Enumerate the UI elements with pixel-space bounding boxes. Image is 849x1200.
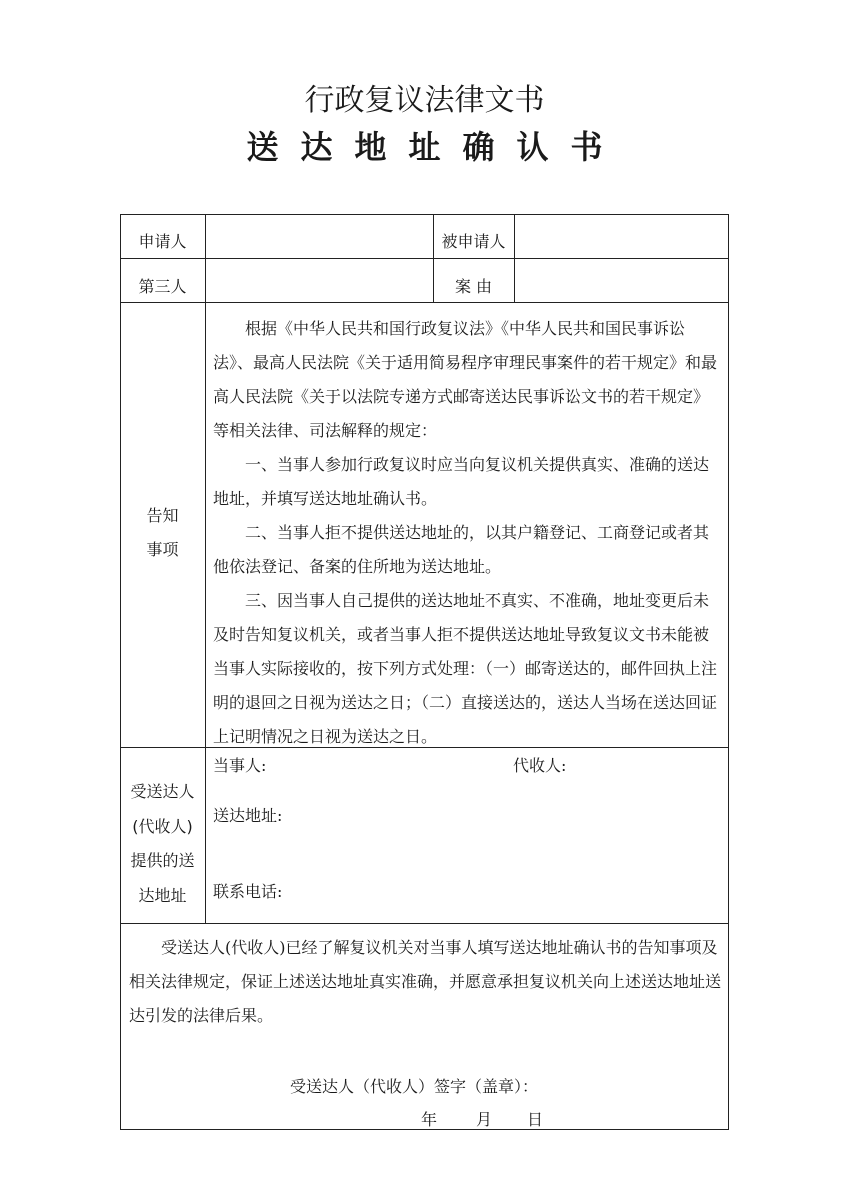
notice-text xyxy=(213,312,721,754)
document-title-line1: 行政复议法律文书 xyxy=(304,83,545,118)
phone-label: 联系电话: xyxy=(213,882,283,901)
notice-paragraph: 三、因当事人自己提供的送达地址不真实、不准确，地址变更后未及时告知复议机关，或者当事人拒不提供送达地址导致复议文书未能被当事人实际接收的，按下列方式处理：（一）邮寄送达的，邮件回执上注明的退回之日视为送达之日；（二）直接送达的，送达人当场在送达回证上记明情况之日视为送达之日。 xyxy=(213,591,718,746)
document-title-line2: 送达地址确认书 xyxy=(246,128,625,166)
agent-name-field[interactable] xyxy=(580,752,720,778)
date-month-label: 月 xyxy=(476,1110,493,1129)
column-divider xyxy=(205,214,206,923)
respondent-field[interactable] xyxy=(515,215,728,258)
recipient-label-line: 提供的送 xyxy=(130,851,195,870)
row-divider xyxy=(120,302,729,303)
third-party-label: 第三人 xyxy=(138,277,187,296)
respondent-label: 被申请人 xyxy=(441,232,506,251)
case-reason-label: 案 由 xyxy=(454,277,493,296)
agent-name-label: 代收人: xyxy=(513,756,567,775)
party-name-field[interactable] xyxy=(290,752,500,778)
applicant-label: 申请人 xyxy=(138,232,187,251)
notice-paragraph: 根据《中华人民共和国行政复议法》《中华人民共和国民事诉讼法》、最高人民法院《关于适用简易程序审理民事案件的若干规定》和最高人民法院《关于以法院专递方式邮寄送达民事诉讼文书的若干规定》等相关法律、司法解释的规定： xyxy=(213,319,718,440)
delivery-address-label: 送达地址: xyxy=(213,806,283,825)
third-party-field[interactable] xyxy=(206,259,433,302)
notice-label-line2: 事项 xyxy=(146,540,179,559)
party-name-label: 当事人: xyxy=(213,756,267,775)
date-year-label: 年 xyxy=(421,1110,438,1129)
date-day-label: 日 xyxy=(527,1110,544,1129)
row-divider xyxy=(120,923,729,924)
notice-paragraph: 二、当事人拒不提供送达地址的，以其户籍登记、工商登记或者其他依法登记、备案的住所地为送达地址。 xyxy=(213,523,710,576)
applicant-field[interactable] xyxy=(206,215,433,258)
signature-field[interactable] xyxy=(560,1070,720,1100)
notice-label-line1: 告知 xyxy=(146,506,179,525)
recipient-label-line: 受送达人 xyxy=(130,782,195,801)
recipient-label-line: (代收人) xyxy=(132,817,193,836)
delivery-address-field[interactable] xyxy=(300,800,720,860)
signature-label: 受送达人（代收人）签字（盖章）： xyxy=(290,1077,539,1096)
recipient-label-line: 达地址 xyxy=(138,886,187,905)
phone-field[interactable] xyxy=(300,876,720,906)
notice-paragraph: 一、当事人参加行政复议时应当向复议机关提供真实、准确的送达地址，并填写送达地址确认书。 xyxy=(213,455,710,508)
case-reason-field[interactable] xyxy=(515,259,728,302)
confirmation-text: 受送达人(代收人)已经了解复议机关对当事人填写送达地址确认书的告知事项及相关法律规定，保证上述送达地址真实准确，并愿意承担复议机关向上述送达地址送达引发的法律后果。 xyxy=(129,938,722,1025)
